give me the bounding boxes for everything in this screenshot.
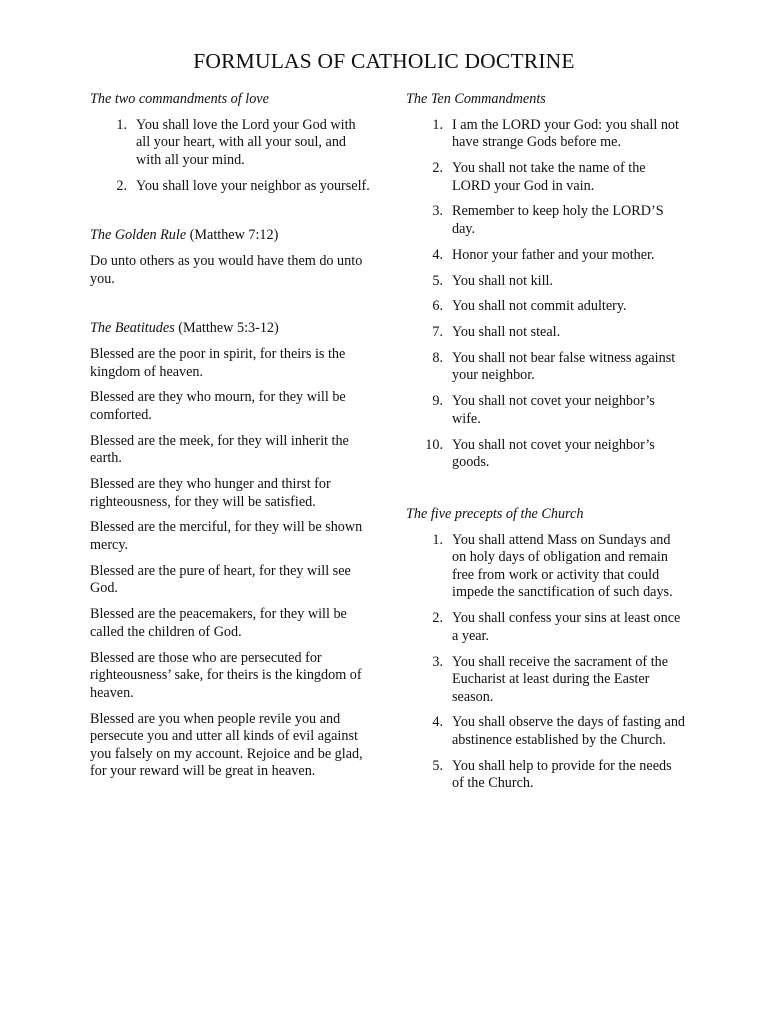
list-item: 2. You shall not take the name of the LORD your God in vain. — [432, 159, 646, 194]
golden-rule-text: Do unto others as you would have them do unto you. — [90, 252, 363, 287]
right-column — [406, 91, 686, 801]
precept-text: You shall receive the sacrament of the Eucharist at least during the Easter season. — [452, 653, 669, 705]
list-item: 5. You shall not kill. — [432, 272, 554, 289]
list-item: 9. You shall not covet your neighbor’s wife. — [432, 393, 655, 427]
precept-text: You shall help to provide for the needs of the Church. — [452, 757, 672, 792]
commandment-text: You shall not take the name of the LORD your God in vain. — [452, 159, 646, 194]
ten-commandments-heading-text: The Ten Commandments — [406, 91, 546, 107]
list-item: 1. You shall love the Lord your God with all your heart, with all your soul, and with all your mind. — [116, 116, 356, 168]
beatitudes-reference: (Matthew 5:3-12) — [178, 320, 279, 337]
list-item: 8. You shall not bear false witness against your neighbor. — [432, 349, 676, 384]
commandment-text: You shall not kill. — [452, 272, 554, 289]
love-item-text: You shall love your neighbor as yourself. — [136, 177, 370, 194]
list-item: 7. You shall not steal. — [432, 324, 561, 341]
precept-text: You shall attend Mass on Sundays and on holy days of obligation and remain free from work or activity that could impede the sanctification of such days. — [452, 531, 673, 601]
precept-text: You shall observe the days of fasting and abstinence established by the Church. — [452, 714, 686, 749]
love-item-text: You shall love the Lord your God with all your heart, with all your soul, and with all your mind. — [136, 116, 356, 168]
commandment-text: Remember to keep holy the LORD’S day. — [452, 203, 664, 237]
list-item: 2. You shall love your neighbor as yourself. — [116, 177, 370, 194]
love-section — [90, 91, 370, 195]
golden-rule-section — [90, 227, 370, 288]
precepts-heading-text: The five precepts of the Church — [406, 505, 584, 522]
commandment-text: I am the LORD your God: you shall not have strange Gods before me. — [452, 116, 679, 151]
list-item: 4. Honor your father and your mother. — [432, 246, 655, 263]
beatitude-item: Blessed are the pure of heart, for they will see God. — [90, 562, 351, 597]
precepts-heading — [406, 506, 686, 524]
beatitude-item: Blessed are those who are persecuted for righteousness’ sake, for theirs is the kingdom of heaven. — [90, 649, 362, 701]
page-title: FORMULAS OF CATHOLIC DOCTRINE — [193, 49, 575, 73]
commandment-text: You shall not covet your neighbor’s goods. — [452, 436, 655, 471]
ten-commandments-heading — [406, 91, 686, 109]
list-item: 3. Remember to keep holy the LORD’S day. — [432, 203, 664, 237]
list-item: 10. You shall not covet your neighbor’s goods. — [425, 436, 655, 471]
golden-rule-heading-text: The Golden Rule — [90, 227, 187, 244]
ten-commandments-list — [406, 117, 686, 472]
beatitudes-heading-text: The Beatitudes — [90, 320, 175, 337]
golden-rule-reference: (Matthew 7:12) — [189, 227, 279, 244]
list-item: 1. I am the LORD your God: you shall not have strange Gods before me. — [432, 116, 679, 151]
commandment-text: Honor your father and your mother. — [452, 246, 655, 263]
precepts-list — [406, 532, 686, 793]
beatitudes-heading — [90, 320, 370, 338]
list-item: 4. You shall observe the days of fasting and abstinence established by the Church. — [432, 714, 686, 749]
commandment-text: You shall not bear false witness against your neighbor. — [452, 349, 676, 384]
beatitude-item: Blessed are you when people revile you and persecute you and utter all kinds of evil against you falsely on my account. Rejoice and be glad, for your reward will be great in heaven. — [90, 710, 363, 780]
list-item: 2. You shall confess your sins at least once a year. — [432, 610, 681, 644]
precept-text: You shall confess your sins at least once a year. — [452, 610, 681, 644]
beatitude-item: Blessed are they who mourn, for they will be comforted. — [90, 389, 346, 423]
beatitude-item: Blessed are the poor in spirit, for theirs is the kingdom of heaven. — [90, 345, 346, 380]
list-item: 1. You shall attend Mass on Sundays and on holy days of obligation and remain free from work or activity that could impede the sanctification of such days. — [432, 531, 673, 601]
list-item: 6. You shall not commit adultery. — [432, 298, 627, 315]
love-list — [90, 117, 370, 196]
golden-rule-heading — [90, 227, 370, 245]
ten-commandments-section — [406, 91, 686, 472]
commandment-text: You shall not steal. — [452, 324, 561, 341]
left-column — [90, 91, 370, 789]
commandment-text: You shall not covet your neighbor’s wife. — [452, 393, 655, 427]
beatitude-item: Blessed are the peacemakers, for they will be called the children of God. — [90, 606, 347, 640]
list-item: 5. You shall help to provide for the needs of the Church. — [432, 757, 672, 792]
beatitude-item: Blessed are they who hunger and thirst for righteousness, for they will be satisfied. — [90, 476, 331, 510]
beatitude-item: Blessed are the merciful, for they will be shown mercy. — [90, 519, 363, 553]
love-heading — [90, 91, 370, 109]
beatitudes-section — [90, 320, 370, 781]
list-item: 3. You shall receive the sacrament of the Eucharist at least during the Easter season. — [432, 653, 669, 705]
love-heading-text: The two commandments of love — [90, 91, 269, 107]
precepts-section — [406, 506, 686, 793]
commandment-text: You shall not commit adultery. — [452, 298, 627, 315]
beatitude-item: Blessed are the meek, for they will inherit the earth. — [90, 432, 349, 467]
